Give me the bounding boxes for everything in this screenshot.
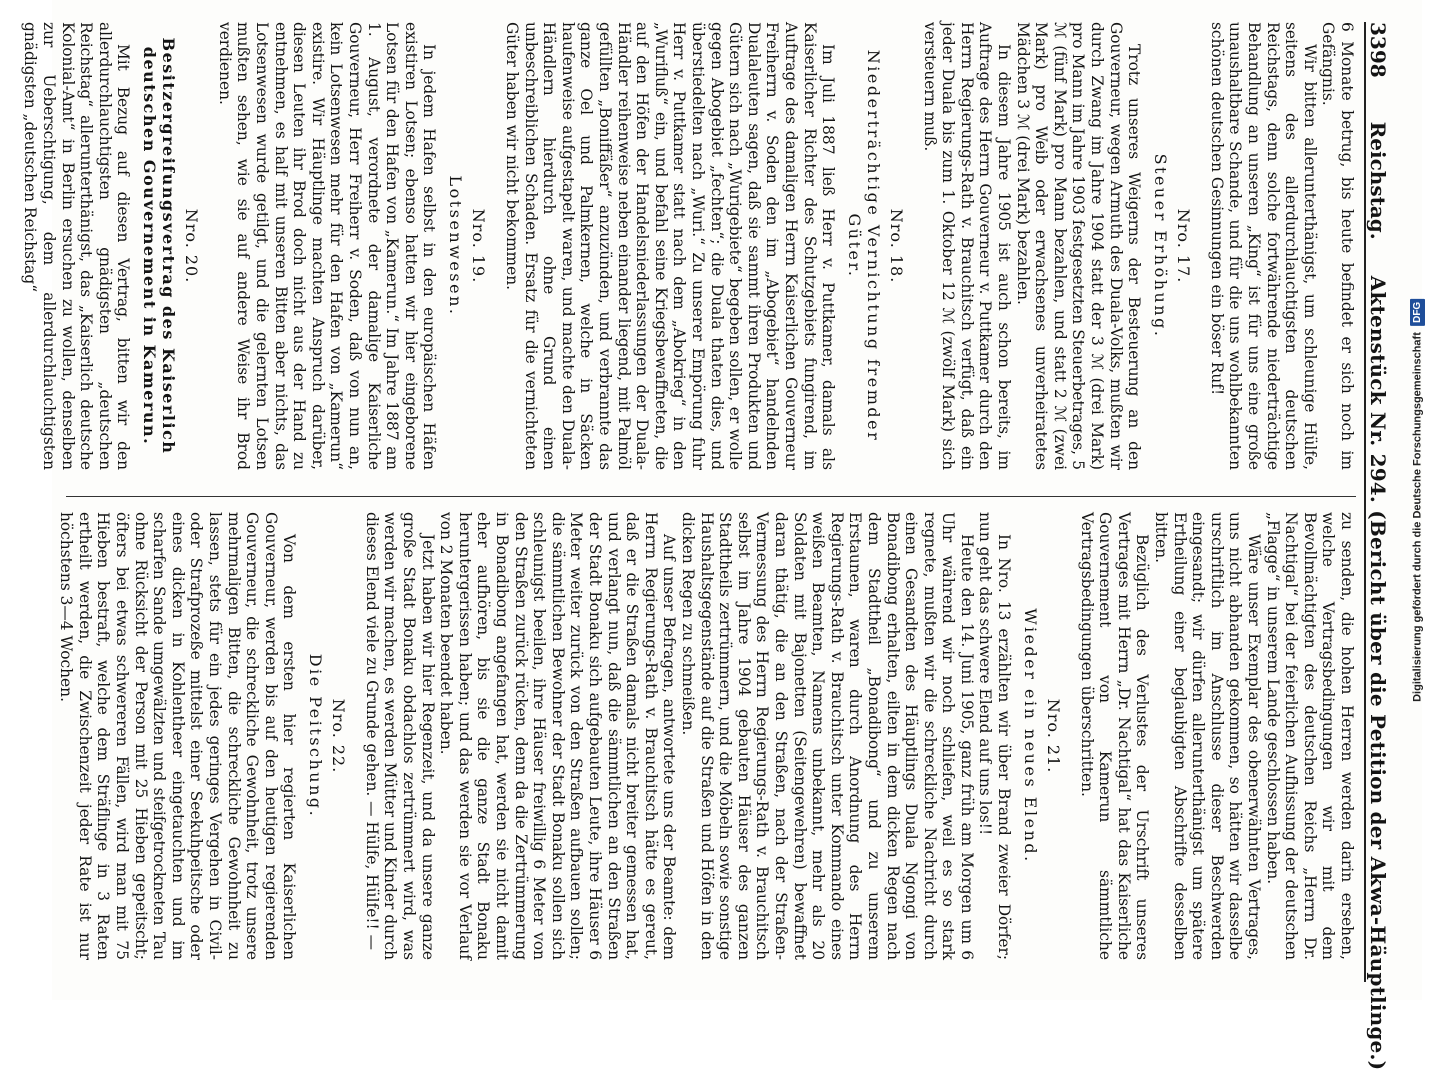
paragraph: Im Juli 1887 ließ Herr v. Puttkamer, damals als Kaiserlicher Richter des Schutzgebiets fungirend, im Auftrage des damaligen Herrn Kaiserlichen Gouverneur Freiherrn v. Soden den im „Abogebiet“ handelnden Dualaleuten sagen, daß sie sammt ihren Produkten und Gütern sich nach „Wurigebiete“ begeben sollen, er wolle gegen Abogebiet „fechten“; die Duala thaten dies, und überstiedelten nach „Wuri.“ Zu unserer Empörung fuhr Herr v. Puttkamer statt nach dem „Abokrieg“ in den „Wurifluß“ ein, und befahl seine Kriegsbewaffneten, die auf den Höfen der Handelsniederlassungen der Duala-Händler reihenweise neben einander liegend, mit Palmöl gefüllten „Boniffäßer“ anzuzünden, und verbrannte das ganze Oel und Palmkernen, welche in Säcken haufenweise aufgestapelt waren, und machte den Duala-Händlern hierdurch ohne Grund einen unbeschreiblichen Schaden. Ersatz für die vernichteten Güter haben wir nicht bekommen. <box>503 22 838 470</box>
scanned-page <box>21 0 1422 1070</box>
section-number: Nro. 17. <box>1174 208 1194 284</box>
paragraph: In diesem Jahre 1905 ist auch schon bereits, im Auftrage des Herrn Gouverneur v. Puttkamer durch den Herrn Regierungs-Rath v. Brauchitsch verfügt, daß ein jeder Duala bis zum 1. Oktober 12 ℳ (zwölf Mark) sich versteuern muß. <box>920 22 1014 470</box>
section-number: Nro. 19. <box>469 208 489 284</box>
paragraph: Jetzt haben wir hier Regenzeit, und da unsere ganze große Stadt Bonaku obdachlos zertrümmert wird, was werden wir machen, es werden Mütter und Kinder durch dieses Elend viele zu Grunde gehen. — Hülfe, Hülfe!! — <box>362 512 437 960</box>
dfg-logo-icon: DFG <box>1410 299 1425 326</box>
section-number: Nro. 18. <box>887 208 907 284</box>
credit-text: Digitalisierung gefördert durch die Deutsche Forschungsgemeinschaft <box>1411 331 1423 702</box>
digitization-credit <box>1402 0 1432 1000</box>
left-column <box>21 22 1356 470</box>
paragraph: zu senden, die hohen Herren werden darin ersehen, welche Vertragsbedingungen wir mit dem Bevollmächtigten des deutschen Reichs „Herrn Dr. Nachtigal“ bei der feierlichen Aufhissung der deutschen „Flagge“ in unserem Lande geschlossen haben. <box>1263 512 1356 960</box>
page-number: 3398 <box>1366 22 1390 78</box>
paragraph: Bezüglich des Verlustes der Urschrift unseres Vertrages mit Herrn „Dr. Nachtigal“ hat das Kaiserliche Gouvernement von Kamerun sämmtliche Vertragsbedingungen überschritten. <box>1077 512 1152 960</box>
document-title: Aktenstück Nr. 294. (Bericht über die Petition der Akwa-Häuptlinge.) <box>1366 275 1390 1070</box>
paragraph: 6 Monate betrug, bis heute befindet er sich noch im Gefängnis. <box>1319 22 1356 470</box>
section-title: Die Peitschung. <box>306 653 326 819</box>
paragraph: Wir bitten allerunterthänigst, um schleunige Hülfe, seitens des allerdurchlauchtigsten deutschen Reichstags, denn solche fortwährende niederträchtige Behandlung an unseren „King“ ist für uns eine große unaushaltbare Schande, und für die uns wohlbekannten schönen deutschen Gesinnungen ein böser Ruf! <box>1207 22 1319 470</box>
section-number: Nro. 22. <box>329 698 349 774</box>
right-column <box>57 512 1356 960</box>
section-title: Besitzergreifungsvertrag des Kaiserlich deutschen Gouvernement in Kamerun. <box>140 37 179 455</box>
section-number: Nro. 20. <box>182 208 202 284</box>
paragraph: Trotz unseres Weigerns der Besteuerung an den Gouverneur, wegen Armuth des Duala-Volks, mußten wir durch Zwang im Jahre 1904 statt der 3 ℳ (drei Mark) pro Mann im Jahre 1903 festgesetzten Steuerbetrages, 5 ℳ (fünf Mark) pro Mann bezahlen, und statt 2 ℳ (zwei Mark) pro Weib oder erwachsenes unverheiratetes Mädchen 3 ℳ (drei Mark) bezahlen. <box>1013 22 1144 470</box>
paragraph: Heute den 14. Juni 1905, ganz früh am Morgen um 6 Uhr während wir noch schliefen, weil es so stark regnete, mußten wir die schreckliche Nachricht durch einen Gesandten des Häuptlings Duala Ngongi von Bonadibong erhalten, eilten in dem dicken Regen nach dem Stadttheil „Bonadibong“ und zu unserem Erstaunen, waren durch Anordnung des Herrn Regierungs-Rath v. Brauchitsch unter Kommando eines weißen Beamten, Namens unbekannt, mehr als 20 Soldaten mit Bajonetten (Seitengewehren) bewaffnet daran thätig, die an den Straßen, nach der Straßen-Vermessung des Herrn Regierungs-Rath v. Brauchitsch selbst im Jahre 1904 gebauten Häuser des ganzen Stadttheils zertrümmern, und die Möbeln sowie sonstige Haushaltsgegenstände auf die Straßen und Höfen in den dicken Regen zu schmeißen. <box>679 512 976 960</box>
paragraph: Auf unser Befragen, antwortete uns der Beamte: dem Herrn Regierungs-Rath v. Brauchitsch hätte es gereut, daß er die Straßen damals nicht breiter gemessen hat, und verlangt nun, daß die sämmtlichen an den Straßen der Stadt Bonaku sich aufgebauten Leute, ihre Häuser 6 Meter weiter zurück von den Straßen aufbauen sollen; die sämmtlichen Bewohner der Stadt Bonaku sollen sich schleunigst beeilen, ihre Häuser freiwillig 6 Meter von den Straßen zurück rücken, denn da die Zertrümmerung in Bonadibong angefangen hat, werden sie nicht damit eher aufhören, bis sie die ganze Stadt Bonaku heruntergerissen haben; und das werden sie vor Verlauf von 2 Monaten beendet haben. <box>437 512 679 960</box>
column-divider <box>66 496 1356 497</box>
paragraph: Wäre unser Exemplar des obenerwähnten Vertrages, uns nicht abhanden gekommen, so hätten wir dasselbe urschriftlich im Anschlusse dieser Beschwerden eingesandt; wir dürfen allerunterthänigst um spätere Ertheilung einer beglaubigten Abschrifte desselben bitten. <box>1152 512 1264 960</box>
section-title: Lotsenwesen. <box>446 175 466 317</box>
paragraph: Mit Bezug auf diesen Vertrag, bitten wir den allerdurchlauchtigsten gnädigsten „deutschen Reichstag“ allerunterthänigst, das „Kaiserlich deutsche Kolonial-Amt“ in Berlin ersuchen zu wollen, denselben zur Ueberschtigung, dem allerdurchlauchtigsten gnädigsten „deutschen Reichstag“ <box>21 22 133 470</box>
paragraph: In Nro. 13 erzählten wir über Brand zweier Dörfer; nun geht das schwere Elend auf uns los!! <box>976 512 1014 960</box>
section-title: Steuer Erhöhung. <box>1151 153 1171 339</box>
section-number: Nro. 21. <box>1044 698 1064 774</box>
section-title: Wieder ein neues Elend. <box>1021 608 1041 864</box>
chamber-name: Reichstag. <box>1366 121 1390 240</box>
paragraph: In jedem Hafen selbst in den europäischen Häfen existiren Lotsen; ebenso hatten wir hier eingeborene Lotsen für den Hafen von „Kamerun.“ Im Jahre 1887 am 1. August, verordnete der damalige Kaiserliche Gouverneur, Herr Freiherr v. Soden, daß von nun an, kein Lotsenwesen mehr für den Hafen von „Kamerun“ existire. Wir Häuptlinge machten Anspruch darüber, diesen Leuten ihr Brod doch nicht aus der Hand zu entnehmen, es half mit unseren Bitten aber nichts, das Lotsenwesen wurde getilgt, und die gelernten Lotsen mußten sehen, wie sie auf andere Weise ihr Brod verdienen. <box>215 22 439 470</box>
paragraph: Von dem ersten hier regierten Kaiserlichen Gouverneur, werden bis auf den heutigen regierenden Gouverneur, die schreckliche Gewohnheit, trotz unsere mehrmaligen Bitten, die schreckliche Gewohnheit zu lassen, stets für ein jedes geringes Vergehen in Civil- oder Strafprozeße mittelst einer Seekuhpeitsche oder eines dicken in Kohlentheer eingetauchten und im scharfen Sande umgewälzten und steifgetrockneten Tau ohne Rücksicht der Person mit 25 Hieben gepeitscht; öfters bei etwas schwereren Fällen, wird man mit 75 Hieben bestraft, welche dem Sträflinge in 3 Raten ertheilt werden, die Zwischenzeit jeder Rate ist nur höchstens 3—4 Wochen. <box>57 512 299 960</box>
section-title: Niederträchtige Vernichtung fremder Güter. <box>845 49 884 443</box>
